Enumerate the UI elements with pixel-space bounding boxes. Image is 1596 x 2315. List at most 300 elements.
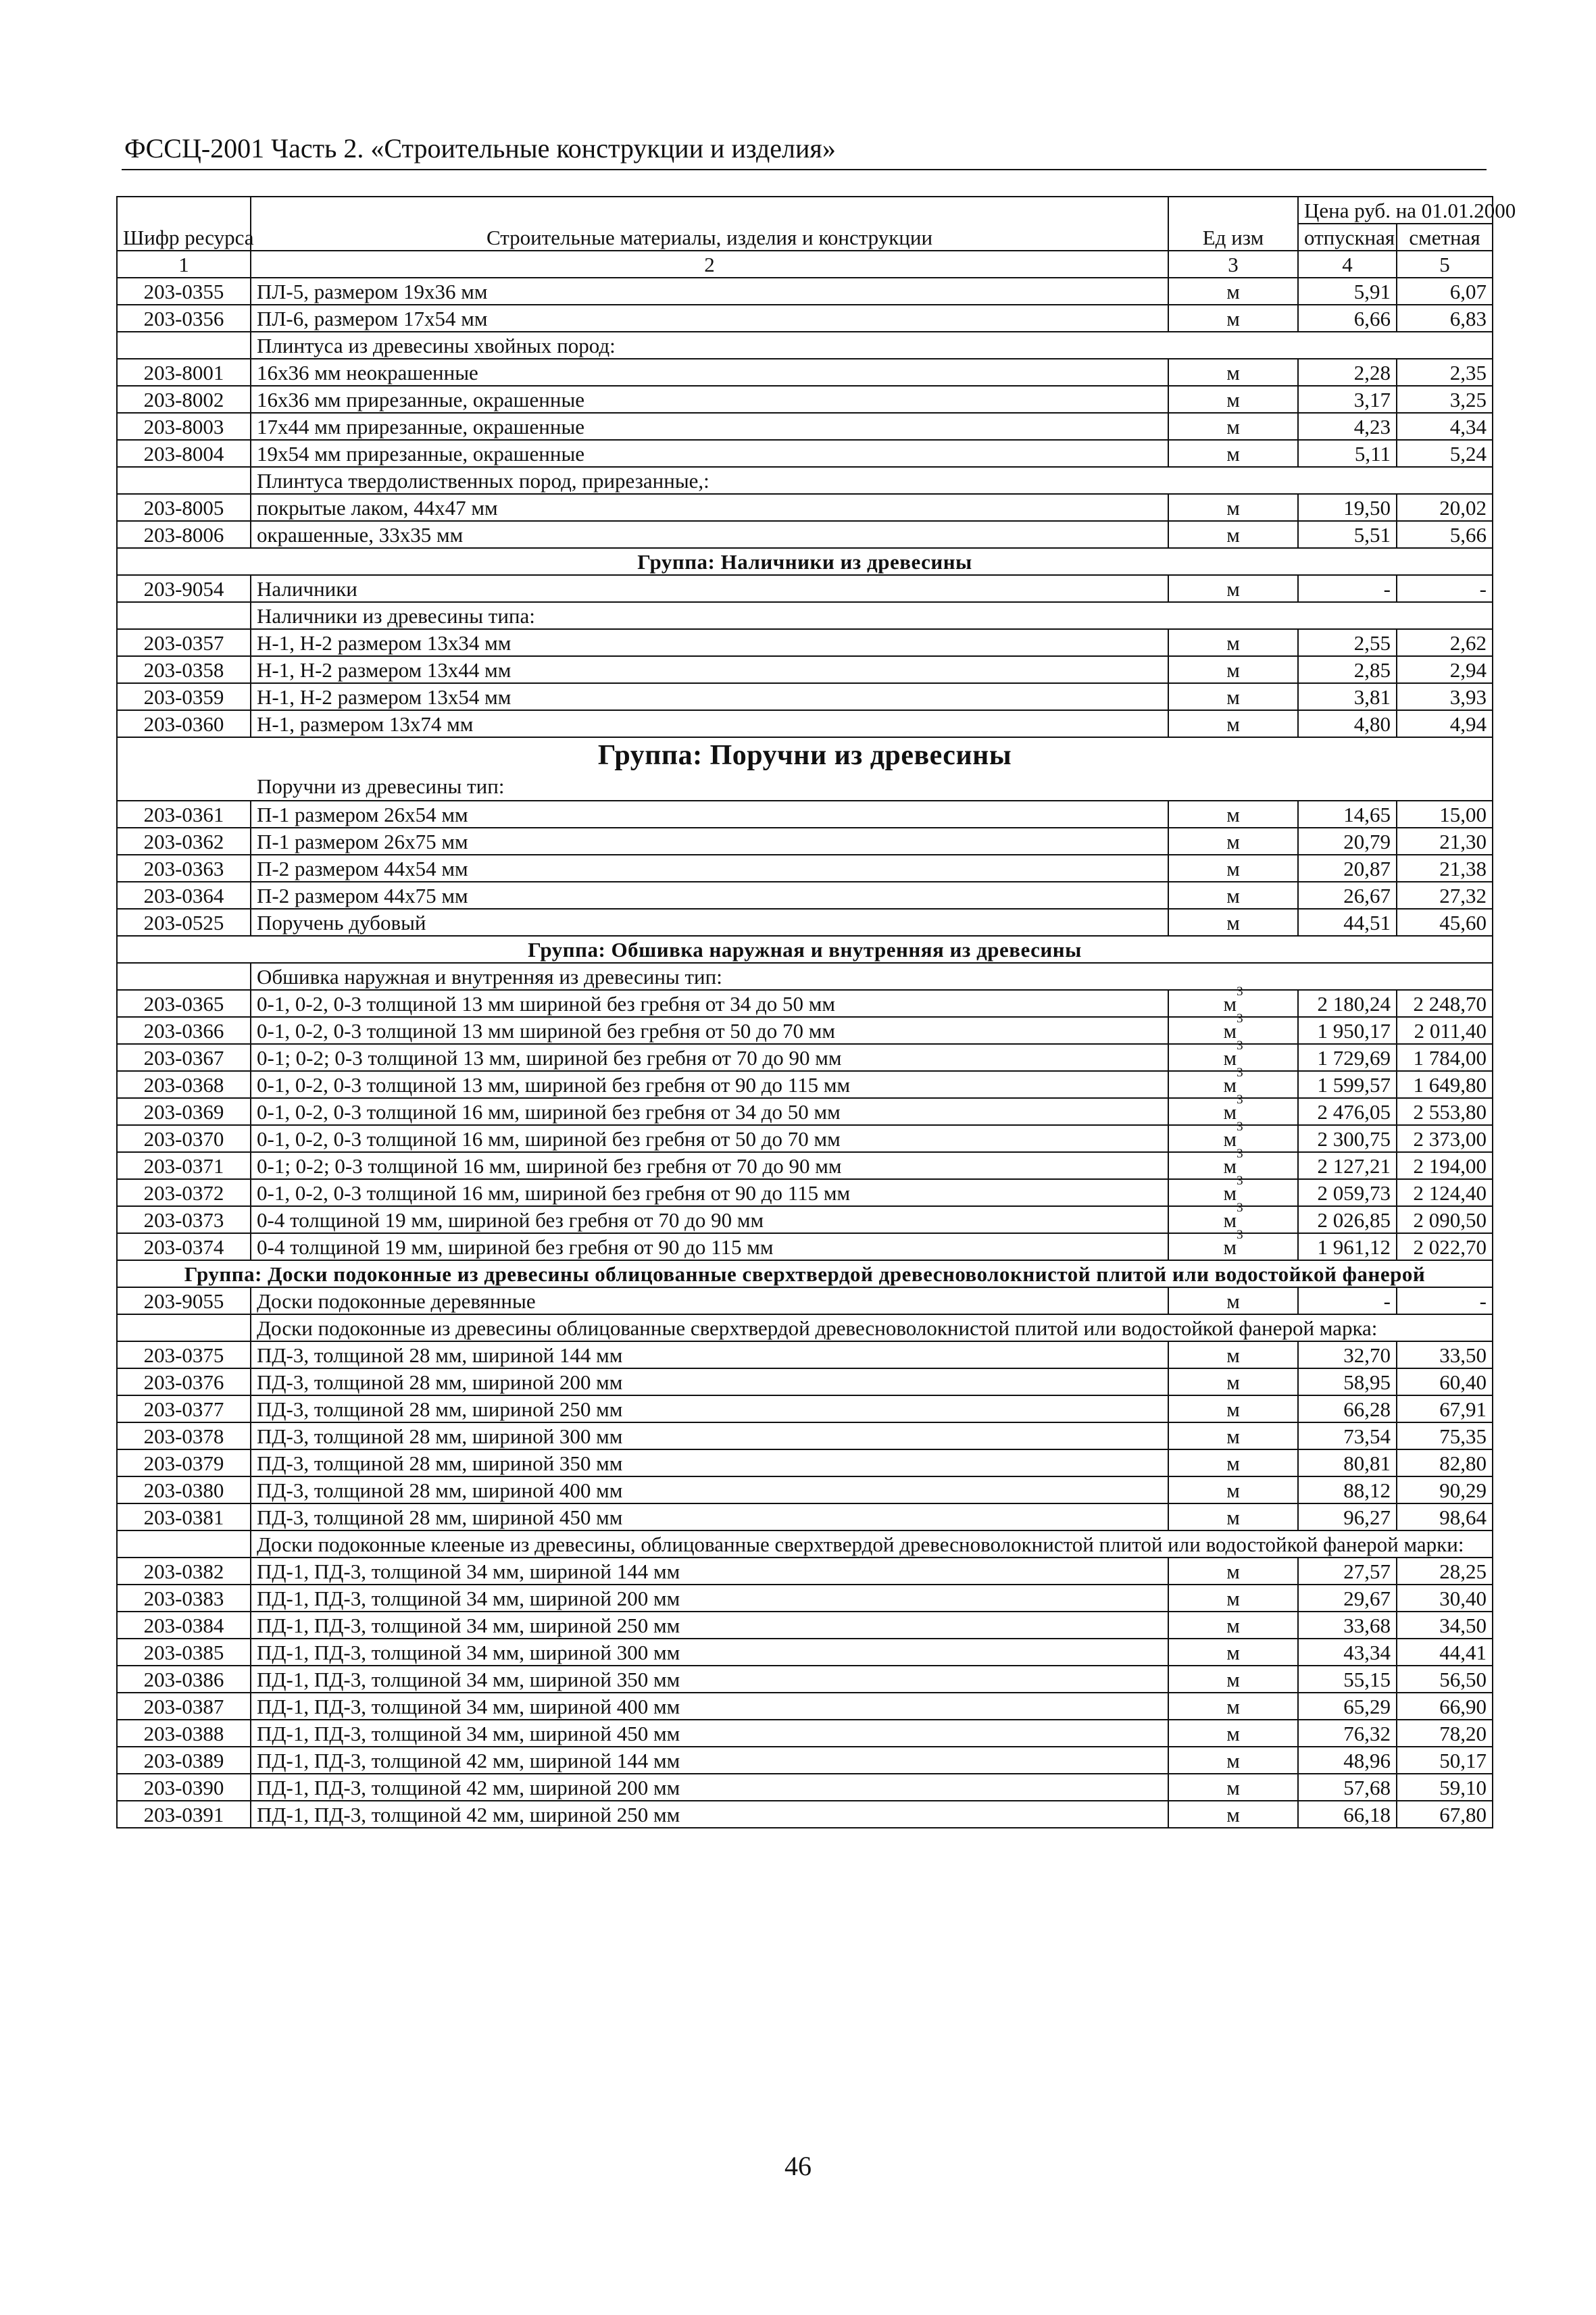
material-name-text: ПД-3, толщиной 28 мм, шириной 144 мм (257, 1343, 623, 1367)
column-number: 3 (1168, 251, 1298, 278)
resource-code-text: 203-0368 (143, 1073, 224, 1097)
release-price (1298, 494, 1397, 521)
material-name-text: П-2 размером 44х54 мм (257, 857, 468, 880)
table-row (117, 1422, 1493, 1449)
resource-code-text: 203-0359 (143, 685, 224, 709)
resource-code (117, 1206, 251, 1233)
note-code-blank (117, 1530, 251, 1558)
subgroup-note-text: Доски подоконные из древесины облицованные сверхтвердой древесноволокнистой плитой или водостойкой фанерой марка: (257, 1316, 1378, 1340)
release-price (1298, 1449, 1397, 1476)
resource-code (117, 828, 251, 855)
resource-code-text: 203-8003 (143, 415, 224, 439)
estimate-price-text: 1 649,80 (1413, 1073, 1487, 1097)
table-row (117, 1341, 1493, 1368)
estimate-price-text: 5,66 (1449, 523, 1487, 547)
resource-code (117, 801, 251, 828)
unit-cell (1168, 909, 1298, 936)
table-row (117, 1774, 1493, 1801)
release-price (1298, 1558, 1397, 1585)
estimate-price-text: 2,94 (1449, 658, 1487, 682)
unit-cell (1168, 1720, 1298, 1747)
material-name-text: ПД-3, толщиной 28 мм, шириной 400 мм (257, 1478, 623, 1502)
unit-cell (1168, 828, 1298, 855)
estimate-price-text: 28,25 (1439, 1560, 1487, 1583)
material-name-text: 0-1, 0-2, 0-3 толщиной 16 мм, шириной без гребня от 50 до 70 мм (257, 1127, 841, 1151)
subgroup-note (251, 1314, 1493, 1341)
unit-exponent: 3 (1237, 1012, 1243, 1026)
material-name (251, 1017, 1168, 1044)
estimate-price (1397, 1558, 1493, 1585)
estimate-price (1397, 990, 1493, 1017)
column-number: 2 (251, 251, 1168, 278)
estimate-price-text: 44,41 (1439, 1641, 1487, 1664)
unit-cell (1168, 305, 1298, 332)
release-price-text: 2,55 (1353, 631, 1391, 655)
estimate-price-text: - (1479, 1289, 1487, 1313)
resource-code (117, 683, 251, 710)
unit-cell (1168, 1801, 1298, 1828)
unit-cell-text: м (1226, 1560, 1240, 1583)
unit-cell-text: м (1226, 1776, 1240, 1799)
resource-code-text: 203-0369 (143, 1100, 224, 1124)
material-name-text: Н-1, Н-2 размером 13х34 мм (257, 631, 512, 655)
release-price-text: 5,91 (1353, 280, 1391, 303)
unit-cell-text: м (1226, 911, 1240, 935)
material-name (251, 1449, 1168, 1476)
subgroup-note-text: Наличники из древесины типа: (257, 604, 535, 628)
group-heading-text: Группа: Обшивка наружная и внутренняя из древесины (528, 938, 1082, 962)
estimate-price-text: 2 011,40 (1414, 1019, 1487, 1043)
estimate-price (1397, 1503, 1493, 1530)
estimate-price (1397, 1017, 1493, 1044)
release-price-text: 33,68 (1343, 1614, 1391, 1637)
material-name-text: ПД-3, толщиной 28 мм, шириной 300 мм (257, 1424, 623, 1448)
resource-code (117, 1639, 251, 1666)
column-number: 5 (1397, 251, 1493, 278)
estimate-price (1397, 882, 1493, 909)
estimate-price (1397, 278, 1493, 305)
material-name-text: 0-1; 0-2; 0-3 толщиной 13 мм, шириной без гребня от 70 до 90 мм (257, 1046, 842, 1070)
unit-cell (1168, 1039, 1298, 1071)
material-name (251, 1476, 1168, 1503)
release-price (1298, 575, 1397, 602)
resource-code-text: 203-0375 (143, 1343, 224, 1367)
estimate-price-text: 2 124,40 (1413, 1181, 1487, 1205)
resource-code-text: 203-8006 (143, 523, 224, 547)
estimate-price (1397, 909, 1493, 936)
table-row (117, 990, 1493, 1017)
unit-cell (1168, 1341, 1298, 1368)
resource-code-text: 203-0355 (143, 280, 224, 303)
material-name-text: ПД-1, ПД-3, толщиной 34 мм, шириной 400 мм (257, 1695, 680, 1718)
resource-code-text: 203-0385 (143, 1641, 224, 1664)
resource-code (117, 1666, 251, 1693)
release-price (1298, 909, 1397, 936)
estimate-price (1397, 1747, 1493, 1774)
group-heading-row (117, 548, 1493, 575)
release-price-text: - (1383, 577, 1391, 601)
release-price (1298, 1071, 1397, 1098)
release-price-text: 14,65 (1343, 803, 1391, 826)
material-name (251, 1693, 1168, 1720)
group-heading-row (117, 936, 1493, 963)
table-row (117, 1206, 1493, 1233)
release-price-text: 3,81 (1353, 685, 1391, 709)
unit-cell (1168, 413, 1298, 440)
table-row (117, 359, 1493, 386)
group-heading (117, 936, 1493, 963)
material-name (251, 1666, 1168, 1693)
material-name (251, 1179, 1168, 1206)
unit-cell (1168, 359, 1298, 386)
release-price (1298, 440, 1397, 467)
material-name (251, 801, 1168, 828)
unit-cell-text: м (1226, 523, 1240, 547)
estimate-price (1397, 1720, 1493, 1747)
release-price-text: 66,28 (1343, 1397, 1391, 1421)
table-row (117, 1233, 1493, 1260)
unit-cell-text: м (1226, 1695, 1240, 1718)
resource-code-text: 203-0390 (143, 1776, 224, 1799)
unit-cell (1168, 656, 1298, 683)
material-name (251, 440, 1168, 467)
unit-cell-text: м (1226, 830, 1240, 853)
material-name-text: ПД-1, ПД-3, толщиной 34 мм, шириной 200 мм (257, 1587, 680, 1610)
estimate-price (1397, 440, 1493, 467)
material-name-text: ПД-3, толщиной 28 мм, шириной 350 мм (257, 1451, 623, 1475)
material-name-text: П-1 размером 26х75 мм (257, 830, 468, 853)
unit-cell-text: м (1226, 1722, 1240, 1745)
release-price (1298, 656, 1397, 683)
material-name (251, 1639, 1168, 1666)
resource-code-text: 203-0387 (143, 1695, 224, 1718)
resource-code (117, 1368, 251, 1395)
unit-cell (1168, 521, 1298, 548)
resource-code-text: 203-0365 (143, 992, 224, 1016)
material-name (251, 683, 1168, 710)
table-row (117, 1747, 1493, 1774)
unit-cell (1168, 1174, 1298, 1206)
release-price (1298, 1125, 1397, 1152)
unit-cell-text: м (1226, 1424, 1240, 1448)
unit-exponent: 3 (1237, 1201, 1243, 1215)
unit-cell-text: м (1226, 1641, 1240, 1664)
estimate-price-text: 21,38 (1439, 857, 1487, 880)
release-price-text: 88,12 (1343, 1478, 1391, 1502)
resource-code-text: 203-0525 (143, 911, 224, 935)
estimate-price-text: 50,17 (1439, 1749, 1487, 1772)
column-number: 1 (117, 251, 251, 278)
subgroup-note-text: Плинтуса из древесины хвойных пород: (257, 334, 616, 357)
resource-code (117, 359, 251, 386)
unit-cell-text: м (1226, 280, 1240, 303)
unit-exponent: 3 (1237, 1120, 1243, 1134)
unit-cell (1168, 1120, 1298, 1152)
material-name-text: ПД-1, ПД-3, толщиной 42 мм, шириной 144 мм (257, 1749, 680, 1772)
table-row (117, 278, 1493, 305)
table-header-row (117, 197, 1493, 224)
estimate-price (1397, 1449, 1493, 1476)
resource-code-text: 203-8005 (143, 496, 224, 520)
subgroup-note (251, 602, 1493, 629)
unit-exponent: 3 (1237, 1093, 1243, 1107)
unit-exponent: 3 (1237, 1147, 1243, 1161)
material-name (251, 1585, 1168, 1612)
resource-code-text: 203-0378 (143, 1424, 224, 1448)
resource-code-text: 203-0382 (143, 1560, 224, 1583)
resource-code (117, 1558, 251, 1585)
unit-cell-text: м (1226, 1749, 1240, 1772)
material-name (251, 882, 1168, 909)
material-name (251, 278, 1168, 305)
resource-code-text: 203-0389 (143, 1749, 224, 1772)
estimate-price-text: 34,50 (1439, 1614, 1487, 1637)
release-price (1298, 1179, 1397, 1206)
material-name-text: покрытые лаком, 44х47 мм (257, 496, 498, 520)
group-heading-row (117, 737, 1493, 801)
material-name-text: П-1 размером 26х54 мм (257, 803, 468, 826)
resource-code (117, 1017, 251, 1044)
release-price (1298, 1585, 1397, 1612)
release-price-text: 5,51 (1353, 523, 1391, 547)
release-price (1298, 1612, 1397, 1639)
estimate-price-text: 78,20 (1439, 1722, 1487, 1745)
resource-code (117, 1693, 251, 1720)
estimate-price-text: 60,40 (1439, 1370, 1487, 1394)
unit-cell-text: м (1223, 1154, 1237, 1178)
material-name-text: Н-1, размером 13х74 мм (257, 712, 474, 736)
note-code-blank (117, 963, 251, 990)
material-name (251, 1071, 1168, 1098)
resource-code-text: 203-0358 (143, 658, 224, 682)
estimate-price (1397, 1476, 1493, 1503)
material-name-text: ПД-1, ПД-3, толщиной 34 мм, шириной 350 мм (257, 1668, 680, 1691)
estimate-price (1397, 1395, 1493, 1422)
resource-code (117, 1747, 251, 1774)
estimate-price-text: - (1479, 577, 1487, 601)
estimate-price (1397, 629, 1493, 656)
unit-exponent: 3 (1237, 1228, 1243, 1242)
table-row (117, 1098, 1493, 1125)
unit-cell (1168, 1012, 1298, 1044)
unit-exponent: 3 (1237, 1039, 1243, 1053)
group-heading-row (117, 1260, 1493, 1287)
estimate-price (1397, 1206, 1493, 1233)
resource-code (117, 440, 251, 467)
unit-cell (1168, 710, 1298, 737)
release-price (1298, 1503, 1397, 1530)
resource-code (117, 1774, 251, 1801)
resource-code (117, 909, 251, 936)
resource-code-text: 203-8002 (143, 388, 224, 412)
subgroup-note-row (117, 602, 1493, 629)
material-name (251, 521, 1168, 548)
unit-cell (1168, 801, 1298, 828)
table-row (117, 629, 1493, 656)
material-name-text: окрашенные, 33х35 мм (257, 523, 464, 547)
release-price-text: 5,11 (1354, 442, 1391, 466)
material-name-text: ПД-1, ПД-3, толщиной 34 мм, шириной 250 мм (257, 1614, 680, 1637)
material-name (251, 1206, 1168, 1233)
table-row (117, 1179, 1493, 1206)
unit-cell (1168, 1774, 1298, 1801)
material-name-text: Н-1, Н-2 размером 13х44 мм (257, 658, 512, 682)
table-row (117, 1368, 1493, 1395)
resource-code (117, 855, 251, 882)
material-name (251, 1125, 1168, 1152)
resource-code (117, 1071, 251, 1098)
resource-code-text: 203-8004 (143, 442, 224, 466)
resource-code-text: 203-0384 (143, 1614, 224, 1637)
subgroup-note-row (117, 963, 1493, 990)
group-heading (117, 548, 1493, 575)
unit-cell (1168, 1368, 1298, 1395)
subgroup-note (251, 467, 1493, 494)
release-price-text: 19,50 (1343, 496, 1391, 520)
estimate-price-text: 27,32 (1439, 884, 1487, 907)
material-name-text: ПД-3, толщиной 28 мм, шириной 200 мм (257, 1370, 623, 1394)
material-name-text: 0-1, 0-2, 0-3 толщиной 13 мм, шириной без гребня от 90 до 115 мм (257, 1073, 851, 1097)
estimate-price (1397, 1585, 1493, 1612)
estimate-price (1397, 521, 1493, 548)
resource-code-text: 203-0366 (143, 1019, 224, 1043)
estimate-price (1397, 710, 1493, 737)
release-price-text: 2 300,75 (1317, 1127, 1391, 1151)
header-divider (122, 169, 1487, 170)
release-price-text: - (1383, 1289, 1391, 1313)
material-name-text: ПД-3, толщиной 28 мм, шириной 250 мм (257, 1397, 623, 1421)
resource-code-text: 203-0356 (143, 307, 224, 330)
release-price-text: 2 476,05 (1317, 1100, 1391, 1124)
resource-code-text: 203-0367 (143, 1046, 224, 1070)
estimate-price-text: 20,02 (1439, 496, 1487, 520)
release-price-text: 96,27 (1343, 1505, 1391, 1529)
material-name (251, 386, 1168, 413)
release-price (1298, 855, 1397, 882)
resource-code-text: 203-9055 (143, 1289, 224, 1313)
estimate-price-text: 30,40 (1439, 1587, 1487, 1610)
unit-cell-text: м (1223, 1181, 1237, 1205)
unit-cell-text: м (1223, 1127, 1237, 1151)
estimate-price (1397, 828, 1493, 855)
estimate-price (1397, 1044, 1493, 1071)
resource-code-text: 203-0363 (143, 857, 224, 880)
material-name-text: П-2 размером 44х75 мм (257, 884, 468, 907)
estimate-price-text: 2 090,50 (1413, 1208, 1487, 1232)
resource-code-text: 203-0373 (143, 1208, 224, 1232)
unit-cell-text: м (1226, 1451, 1240, 1475)
unit-cell (1168, 1228, 1298, 1260)
estimate-price-text: 6,07 (1449, 280, 1487, 303)
estimate-price (1397, 1233, 1493, 1260)
estimate-price-text: 67,80 (1439, 1803, 1487, 1826)
table-row (117, 1503, 1493, 1530)
unit-cell-text: м (1226, 388, 1240, 412)
resource-code (117, 1233, 251, 1260)
estimate-price-text: 3,93 (1449, 685, 1487, 709)
estimate-price (1397, 1179, 1493, 1206)
unit-cell-text: м (1223, 1208, 1237, 1232)
material-name (251, 1152, 1168, 1179)
column-header-price: Цена руб. на 01.01.2000 (1298, 197, 1493, 224)
resource-code (117, 1098, 251, 1125)
table-row (117, 683, 1493, 710)
estimate-price (1397, 801, 1493, 828)
estimate-price (1397, 1422, 1493, 1449)
subgroup-note-row (117, 1314, 1493, 1341)
estimate-price-text: 1 784,00 (1413, 1046, 1487, 1070)
unit-cell (1168, 1449, 1298, 1476)
unit-cell-text: м (1226, 1614, 1240, 1637)
release-price (1298, 1017, 1397, 1044)
resource-code (117, 629, 251, 656)
material-name (251, 855, 1168, 882)
material-name (251, 1233, 1168, 1260)
subgroup-note (251, 332, 1493, 359)
resource-code (117, 1125, 251, 1152)
group-heading (117, 1260, 1493, 1287)
estimate-price-text: 2 553,80 (1413, 1100, 1487, 1124)
material-name (251, 710, 1168, 737)
resource-code-text: 203-0376 (143, 1370, 224, 1394)
subgroup-note-text: Доски подоконные клееные из древесины, облицованные сверхтвердой древесноволокнистой плитой или водостойкой фанерой марки: (257, 1533, 1464, 1556)
estimate-price (1397, 1612, 1493, 1639)
unit-cell (1168, 1201, 1298, 1233)
material-name (251, 305, 1168, 332)
release-price (1298, 521, 1397, 548)
material-name (251, 1774, 1168, 1801)
table-row (117, 1801, 1493, 1828)
estimate-price-text: 15,00 (1439, 803, 1487, 826)
resource-code-text: 203-0374 (143, 1235, 224, 1259)
material-name (251, 1341, 1168, 1368)
material-name-text: Н-1, Н-2 размером 13х54 мм (257, 685, 512, 709)
unit-cell (1168, 1558, 1298, 1585)
release-price-text: 43,34 (1343, 1641, 1391, 1664)
release-price-text: 2 026,85 (1317, 1208, 1391, 1232)
unit-cell-text: м (1223, 1019, 1237, 1043)
release-price (1298, 1422, 1397, 1449)
unit-cell-text: м (1226, 1505, 1240, 1529)
table-row (117, 1071, 1493, 1098)
material-name (251, 1720, 1168, 1747)
release-price (1298, 1368, 1397, 1395)
unit-cell-text: м (1223, 1100, 1237, 1124)
table-row (117, 494, 1493, 521)
release-price-text: 48,96 (1343, 1749, 1391, 1772)
estimate-price (1397, 1071, 1493, 1098)
material-name (251, 1801, 1168, 1828)
resource-code-text: 203-0371 (143, 1154, 224, 1178)
release-price-text: 4,23 (1353, 415, 1391, 439)
release-price-text: 1 599,57 (1317, 1073, 1391, 1097)
resource-code-text: 203-0388 (143, 1722, 224, 1745)
estimate-price-text: 67,91 (1439, 1397, 1487, 1421)
unit-cell (1168, 1747, 1298, 1774)
unit-cell (1168, 1503, 1298, 1530)
release-price (1298, 629, 1397, 656)
resource-code (117, 1503, 251, 1530)
release-price-text: 1 950,17 (1317, 1019, 1391, 1043)
table-row (117, 1017, 1493, 1044)
resource-code (117, 305, 251, 332)
release-price (1298, 990, 1397, 1017)
unit-cell-text: м (1226, 658, 1240, 682)
unit-cell (1168, 440, 1298, 467)
resource-code-text: 203-0386 (143, 1668, 224, 1691)
subgroup-note-row (117, 332, 1493, 359)
release-price (1298, 683, 1397, 710)
